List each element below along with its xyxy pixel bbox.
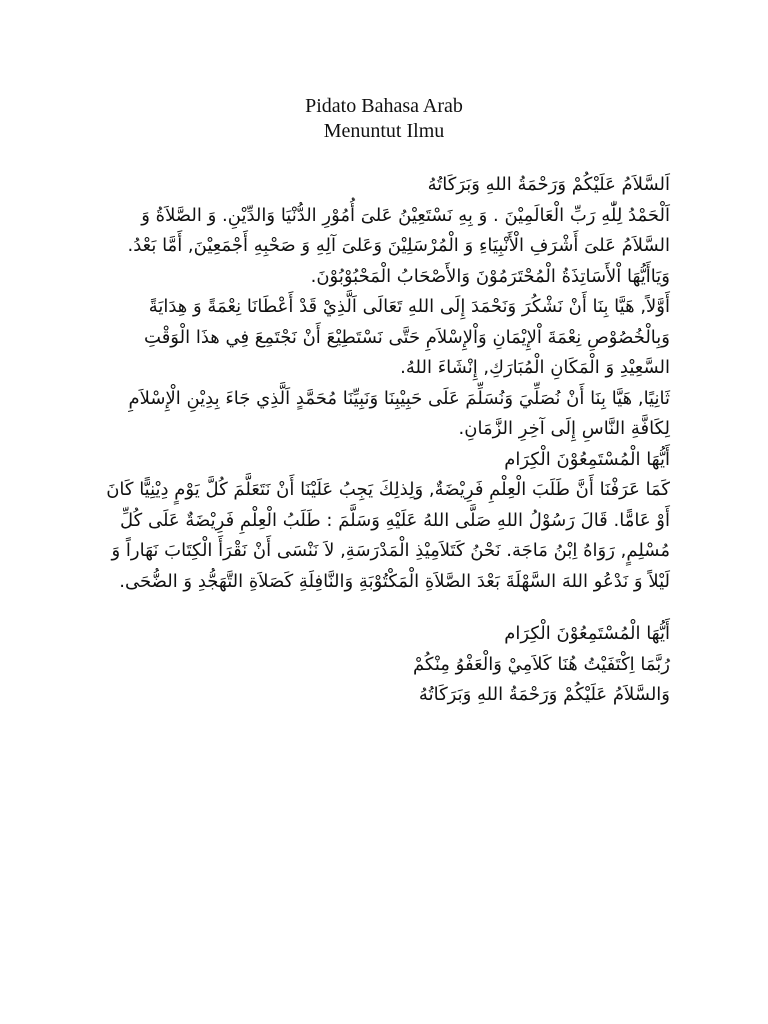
praise-paragraph: اَلْحَمْدُ لِلّٰهِ رَبِّ الْعَالَمِيْنَ . وَ بِهِ نَسْتَعِيْنُ عَلىَ أُمُوْرِ الدُّنْيَا وَالدِّيْنِ. وَ الصَّلاَةُ وَ السَّلاَمُ عَلىَ أَشْرَفِ الْأَنْبِيَاءِ وَ الْمُرْسَلِيْنَ وَعَلىَ آلِهِ وَ صَحْبِهِ أَجْمَعِيْنَ, أَمَّا بَعْدُ. [127,204,670,256]
title-block [0,94,768,144]
opening-greeting: اَلسَّلاَمُ عَلَيْكُمْ وَرَحْمَةُ اللهِ وَبَرَكَاتُهُ [427,174,670,195]
document-subtitle: Menuntut Ilmu [323,120,445,142]
first-point-paragraph: أَوَّلاً, هَيَّا بِنَا أَنْ نَشْكُرَ وَنَحْمَدَ إِلَى اللهِ تَعَالَى اَلَّذِيْ قَدْ أَعْطَانَا نِعْمَةً وَ هِدَايَةً وَبِالْخُصُوْصِ نِعْمَةَ اْلإِيْمَانِ وَاْلإِسْلاَمِ حَتَّى نَسْتَطِيْعَ أَنْ نَجْتَمِعَ فِي هذَا الْوَقْتِ السَّعِيْدِ وَ الْمَكَانِ الْمُبَارَكِ, إِنْشَاءَ اللهُ. [144,296,670,378]
closing-apology: رُبَّمَا اِكْتَفَيْتُ هُنَا كَلاَمِيْ وَالْعَفْوُ مِنْكُمْ [412,653,670,675]
address-listeners: أَيُّهَا الْمُسْتَمِعُوْنَ الْكِرَام [504,448,670,470]
second-point-paragraph: ثَانِيًا, هَيَّا بِنَا أَنْ نُصَلِّيَ وَنُسَلِّمَ عَلَى حَبِيْبِنَا وَنَبِيِّنَا مُحَمَّدٍ اَلَّذِي جَاءَ بِدِيْنِ الْإِسْلاَمِ لِكَافَّةِ النَّاسِ إِلَى آخِرِ الزَّمَانِ. [128,387,670,439]
speech-body [100,170,670,711]
main-content-paragraph: كَمَا عَرَفْنَا أَنَّ طَلَبَ الْعِلْمِ فَرِيْضَةٌ, وَلِذلِكَ يَجِبُ عَلَيْنَا أَنْ نَتَعَلَّمَ كُلَّ يَوْمٍ دِيْنِيًّا كَانَ أَوْ عَامًّا. قَالَ رَسُوْلُ اللهِ صَلَّى اللهُ عَلَيْهِ وَسَلَّمَ : طَلَبُ الْعِلْمِ فَرِيْضَةٌ عَلَى كُلِّ مُسْلِمٍ, رَوَاهُ اِبْنُ مَاجَة. نَحْنُ كَتَلاَمِيْذِ الْمَدْرَسَةِ, لاَ نَنْسَى أَنْ نَقْرَأَ الْكِتَابَ نَهَاراً وَ لَيْلاً وَ نَدْعُو اللهَ السَّهْلَةَ بَعْدَ الصَّلاَةِ الْمَكْتُوْبَةِ وَالنَّافِلَةِ كَصَلاَةِ التَّهَجُّدِ وَ الضُّحَى. [106,479,670,592]
closing-greeting: وَالسَّلاَمُ عَلَيْكُمْ وَرَحْمَةُ اللهِ وَبَرَكَاتُهُ [418,684,670,705]
address-audience: وَيَاأَيُّهَا اْلأَسَاتِذَةُ الْمُحْتَرَمُوْنَ وَالأَصْحَابُ الْمَحْبُوْبُوْنَ. [310,265,670,287]
closing-address: أَيُّهَا الْمُسْتَمِعُوْنَ الْكِرَام [504,623,670,644]
document-title: Pidato Bahasa Arab [305,95,463,117]
paragraph-spacer [100,597,670,619]
